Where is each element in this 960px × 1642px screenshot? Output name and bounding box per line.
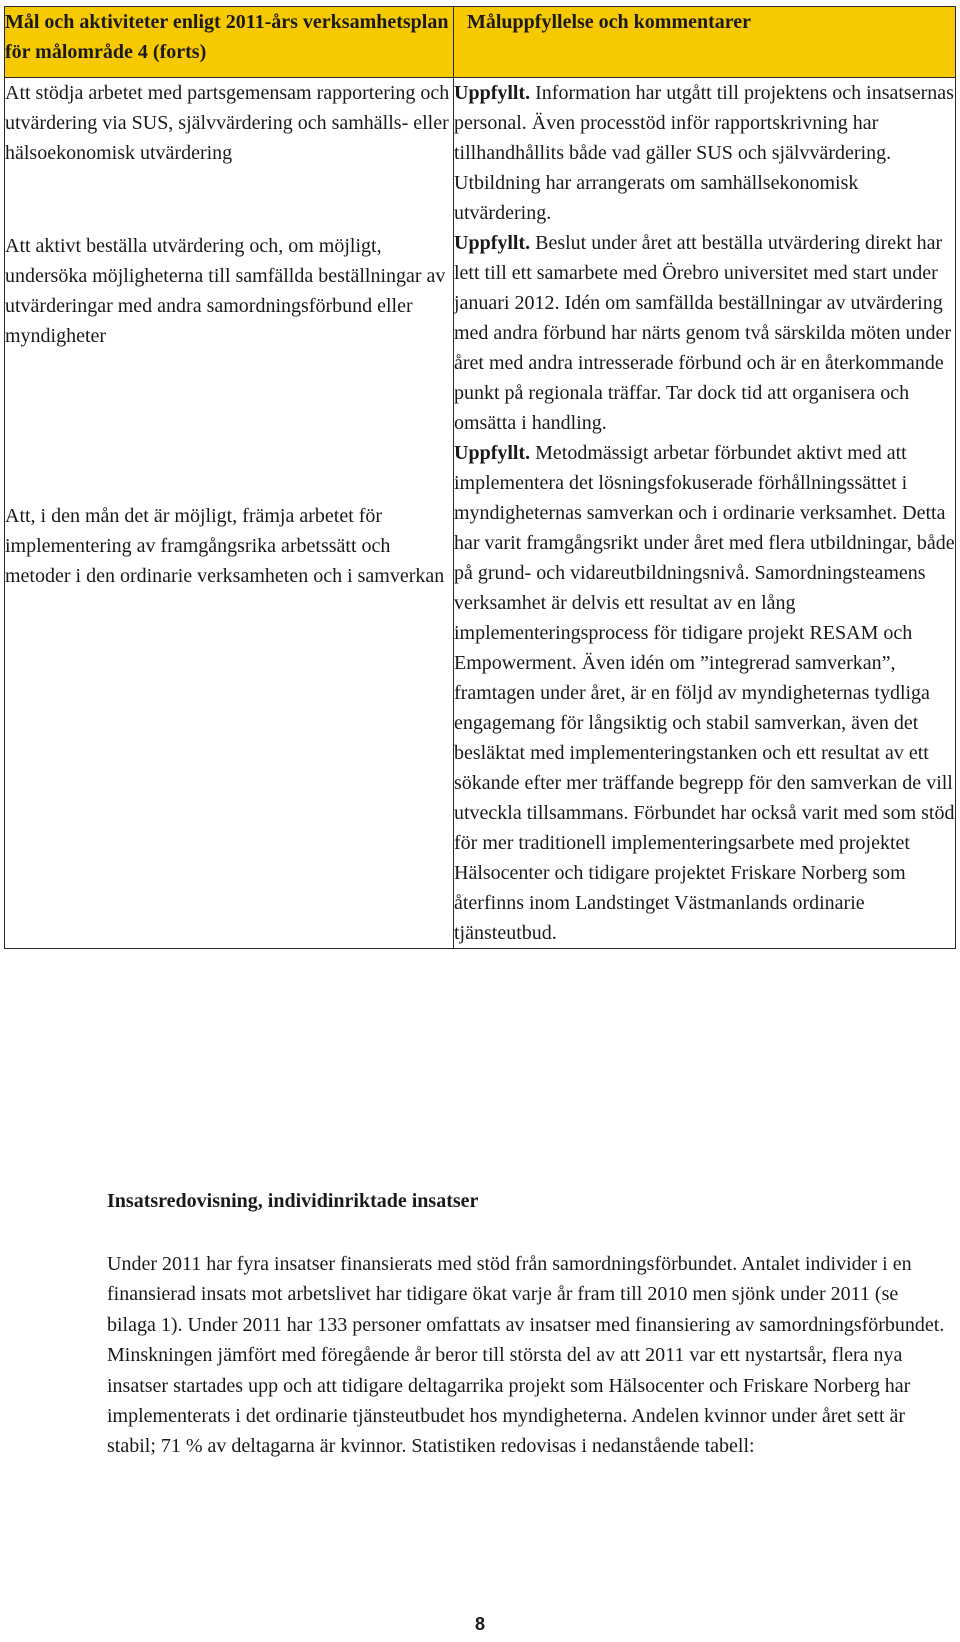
comment-text: Metodmässigt arbetar förbundet aktivt med att implementera det lösningsfokuserade förhållningssättet i myndigheternas samverkan och i ordinarie verksamhet. Detta har varit framgångsrikt under året med flera utbildningar, både på grund- och vidareutbildningsnivå. Samordningsteamens verksamhet är delvis ett resultat av en lång implementeringsprocess för tidigare projekt RESAM och Empowerment. Även idén om ”integrerad samverkan”, framtagen under året, är en följd av myndigheternas tydliga engagemang för långsiktig och stabil samverkan, även det besläktat med implementeringstanken och ett resultat av ett sökande efter mer träffande begrepp för den samverkan de vill utveckla tillsammans. Förbundet har också varit med som stöd för mer traditionell implementeringsarbete med projektet Hälsocenter och tidigare projektet Friskare Norberg som återfinns inom Landstinget Västmanlands ordinarie tjänsteutbud. — [454, 442, 955, 944]
header-goals: Mål och aktiviteter enligt 2011-års verksamhetsplan för målområde 4 (forts) — [5, 7, 454, 78]
comment-item — [454, 228, 955, 438]
body-paragraph: Under 2011 har fyra insatser finansierats med stöd från samordningsförbundet. Antalet individer i en finansierad insats mot arbetslivet har tidigare ökat varje år fram till 2010 men sjönk under 2011 (se bilaga 1). Under 2011 har 133 personer omfattats av insatser med finansiering av samordningsförbundet. Minskningen jämfört med föregående år beror till största del av att 2011 var ett nystartsår, flera nya insatser startades upp och att tidigare deltagarrika projekt som Hälsocenter och Friskare Norberg har implementerats i det ordinarie tjänsteutbudet hos myndigheterna. Andelen kvinnor under året sett är stabil; 71 % av deltagarna är kvinnor. Statistiken redovisas i nedanstående tabell: — [107, 1253, 945, 1458]
table-header-row — [5, 7, 956, 78]
goal-item: Att, i den mån det är möjligt, främja arbetet för implementering av framgångsrika arbetssätt och metoder i den ordinarie verksamheten och i samverkan — [5, 505, 445, 587]
goal-item: Att stödja arbetet med partsgemensam rapportering och utvärdering via SUS, självvärdering och samhälls- eller hälsoekonomisk utvärdering — [5, 82, 450, 164]
table-row — [5, 78, 956, 949]
comments-cell — [454, 78, 956, 949]
section-heading: Insatsredovisning, individinriktade insatser — [107, 1190, 479, 1212]
header-comments: Måluppfyllelse och kommentarer — [454, 7, 956, 78]
status-label: Uppfyllt. — [454, 442, 531, 464]
comment-item — [454, 438, 955, 948]
goals-table — [4, 6, 956, 949]
comment-text: Beslut under året att beställa utvärdering direkt har lett till ett samarbete med Örebro universitet med start under januari 2012. Idén om samfällda beställningar av utvärdering med andra förbund har närts genom två särskilda möten under året med andra intresserade förbund och är en återkommande punkt på regionala träffar. Tar dock tid att organisera och omsätta i handling. — [454, 232, 952, 434]
status-label: Uppfyllt. — [454, 82, 531, 104]
goal-item: Att aktivt beställa utvärdering och, om möjligt, undersöka möjligheterna till samfällda beställningar av utvärderingar med andra samordningsförbund eller myndigheter — [5, 235, 446, 347]
goals-cell — [5, 78, 454, 949]
status-label: Uppfyllt. — [454, 232, 531, 254]
comment-text: Information har utgått till projektens och insatsernas personal. Även processtöd inför rapportskrivning har tillhandhållits både vad gäller SUS och självvärdering. Utbildning har arrangerats om samhällsekonomisk utvärdering. — [454, 82, 954, 224]
page-number: 8 — [474, 1614, 485, 1634]
comment-item — [454, 78, 955, 228]
